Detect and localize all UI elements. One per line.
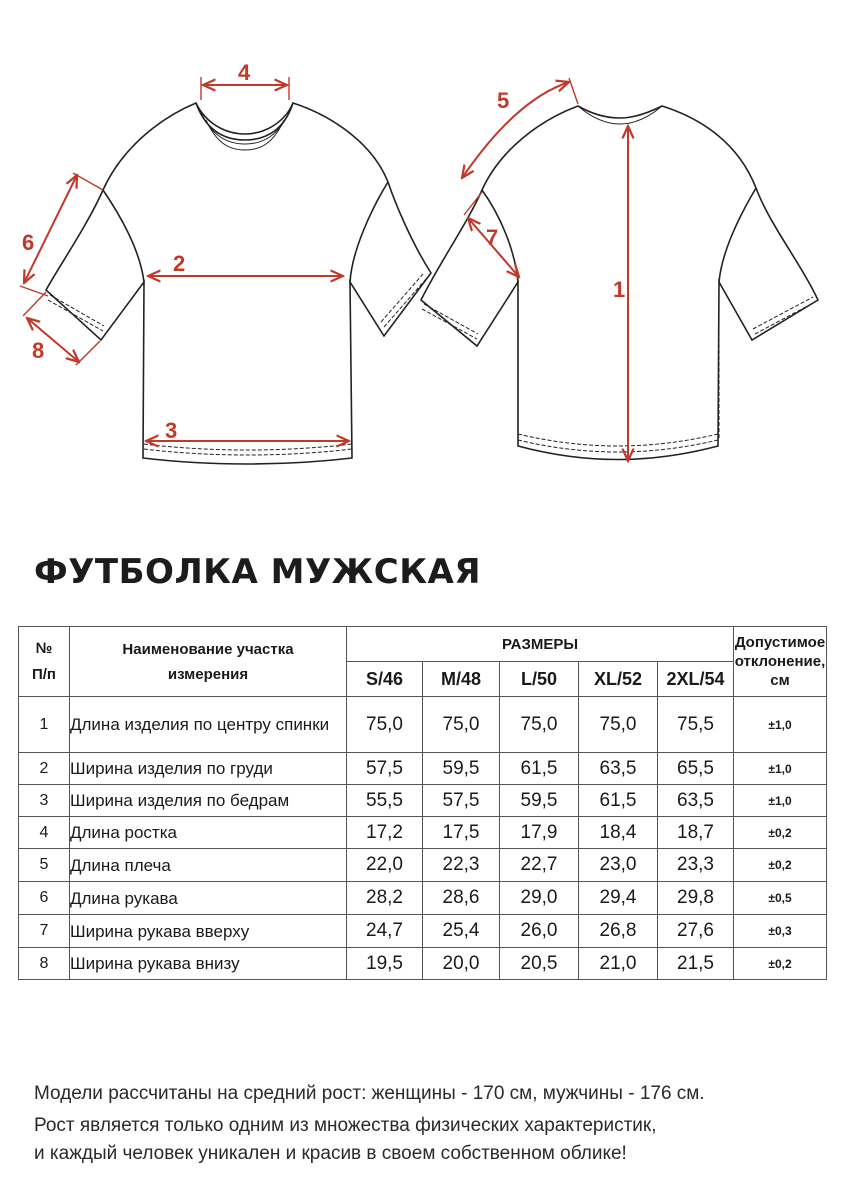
row-number: 6 [19,882,70,915]
row-tolerance: ±0,2 [734,817,827,849]
table-row [19,753,827,785]
row-number: 1 [19,697,70,753]
row-value: 61,5 [579,785,658,817]
label-1: 1 [613,277,626,302]
table-row [19,849,827,882]
measure-line-5 [462,82,569,178]
label-5: 5 [497,88,510,113]
header-tolerance: Допустимое отклонение, см [734,627,827,697]
row-value: 59,5 [423,753,500,785]
measurement-lines [20,77,628,461]
row-tolerance: ±0,5 [734,882,827,915]
row-name: Длина ростка [70,817,347,849]
measurement-labels [22,60,625,443]
row-value: 20,5 [500,948,579,980]
size-label: S/46 [347,662,423,697]
row-value: 28,2 [347,882,423,915]
table-row [19,785,827,817]
row-name: Ширина рукава внизу [70,948,347,980]
row-number: 7 [19,915,70,948]
size-label: M/48 [423,662,500,697]
row-value: 55,5 [347,785,423,817]
label-8: 8 [32,338,45,363]
label-3: 3 [165,418,178,443]
size-chart-table [18,626,827,980]
row-value: 22,7 [500,849,579,882]
row-value: 29,4 [579,882,658,915]
row-value: 75,5 [658,697,734,753]
row-value: 17,2 [347,817,423,849]
size-chart-body [19,697,827,980]
row-number: 3 [19,785,70,817]
row-number: 2 [19,753,70,785]
row-value: 57,5 [423,785,500,817]
row-name: Длина изделия по центру спинки [70,697,347,753]
row-value: 27,6 [658,915,734,948]
size-label: 2XL/54 [658,662,734,697]
row-value: 29,8 [658,882,734,915]
header-sizes: РАЗМЕРЫ [347,627,734,662]
table-row [19,817,827,849]
row-value: 19,5 [347,948,423,980]
row-value: 63,5 [658,785,734,817]
size-label: L/50 [500,662,579,697]
table-row [19,915,827,948]
row-value: 24,7 [347,915,423,948]
row-value: 63,5 [579,753,658,785]
label-6: 6 [22,230,35,255]
row-value: 75,0 [347,697,423,753]
table-row [19,697,827,753]
row-value: 17,5 [423,817,500,849]
label-7: 7 [486,225,499,250]
row-value: 26,0 [500,915,579,948]
note-line-1: Модели рассчитаны на средний рост: женщины - 170 см, мужчины - 176 см. [34,1083,705,1104]
row-tolerance: ±0,2 [734,948,827,980]
row-name: Ширина рукава вверху [70,915,347,948]
label-4: 4 [238,60,251,85]
row-tolerance: ±0,2 [734,849,827,882]
table-row [19,948,827,980]
row-value: 21,5 [658,948,734,980]
measure-line-6 [24,175,77,283]
label-2: 2 [173,251,186,276]
row-value: 65,5 [658,753,734,785]
row-number: 5 [19,849,70,882]
tshirt-measurement-diagram [0,0,841,520]
row-value: 23,0 [579,849,658,882]
row-value: 57,5 [347,753,423,785]
row-tolerance: ±0,3 [734,915,827,948]
note-line-2: Рост является только одним из множества физических характеристик, [34,1115,657,1136]
row-name: Ширина изделия по бедрам [70,785,347,817]
row-number: 8 [19,948,70,980]
row-number: 4 [19,817,70,849]
row-name: Длина рукава [70,882,347,915]
row-value: 26,8 [579,915,658,948]
row-tolerance: ±1,0 [734,697,827,753]
row-value: 59,5 [500,785,579,817]
note-line-3: и каждый человек уникален и красив в своем собственном облике! [34,1143,627,1164]
row-name: Длина плеча [70,849,347,882]
row-value: 18,4 [579,817,658,849]
row-value: 61,5 [500,753,579,785]
header-measure-name: Наименование участка измерения [70,627,347,697]
row-value: 75,0 [579,697,658,753]
size-label: XL/52 [579,662,658,697]
header-number: № П/п [19,627,70,697]
page-title: ФУТБОЛКА МУЖСКАЯ [34,552,482,592]
row-value: 22,3 [423,849,500,882]
row-value: 29,0 [500,882,579,915]
row-value: 18,7 [658,817,734,849]
row-value: 28,6 [423,882,500,915]
row-value: 20,0 [423,948,500,980]
row-value: 75,0 [500,697,579,753]
row-value: 22,0 [347,849,423,882]
table-row [19,882,827,915]
row-value: 17,9 [500,817,579,849]
row-tolerance: ±1,0 [734,785,827,817]
row-tolerance: ±1,0 [734,753,827,785]
tshirt-front [46,103,431,464]
row-value: 21,0 [579,948,658,980]
row-name: Ширина изделия по груди [70,753,347,785]
row-value: 25,4 [423,915,500,948]
row-value: 75,0 [423,697,500,753]
row-value: 23,3 [658,849,734,882]
